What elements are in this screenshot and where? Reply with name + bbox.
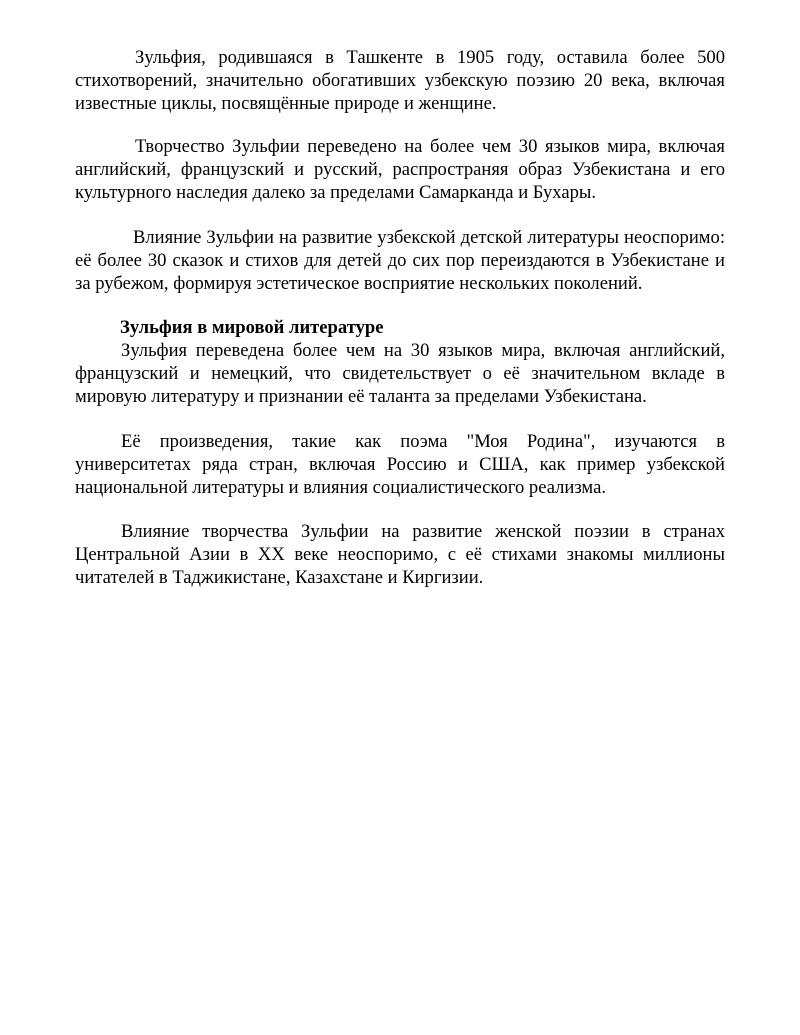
section-heading: Зульфия в мировой литературе bbox=[120, 317, 384, 338]
paragraph-universities: Её произведения, такие как поэма "Моя Родина", изучаются в университетах ряда стран, включая Россию и США, как пример узбекской национальной литературы и влияния социалистического реализма. bbox=[75, 431, 725, 498]
paragraph-world-literature: Зульфия переведена более чем на 30 языков мира, включая английский, французский и немецкий, что свидетельствует о её значительном вкладе в мировую литературу и признании её таланта за пределами Узбекистана. bbox=[75, 340, 725, 407]
paragraph-translations: Творчество Зульфии переведено на более чем 30 языков мира, включая английский, французский и русский, распространяя образ Узбекистана и его культурного наследия далеко за пределами Самарканда и Бухары. bbox=[75, 136, 725, 203]
paragraph-womens-poetry: Влияние творчества Зульфии на развитие женской поэзии в странах Центральной Азии в XX веке неоспоримо, с её стихами знакомы миллионы читателей в Таджикистане, Казахстане и Киргизии. bbox=[75, 521, 725, 588]
paragraph-children-literature: Влияние Зульфии на развитие узбекской детской литературы неоспоримо: её более 30 сказок и стихов для детей до сих пор переиздаются в Узбекистане и за рубежом, формируя эстетическое восприятие нескольких поколений. bbox=[75, 227, 725, 294]
paragraph-birth-and-poems: Зульфия, родившаяся в Ташкенте в 1905 году, оставила более 500 стихотворений, значительно обогативших узбекскую поэзию 20 века, включая известные циклы, посвящённые природе и женщине. bbox=[75, 47, 725, 114]
